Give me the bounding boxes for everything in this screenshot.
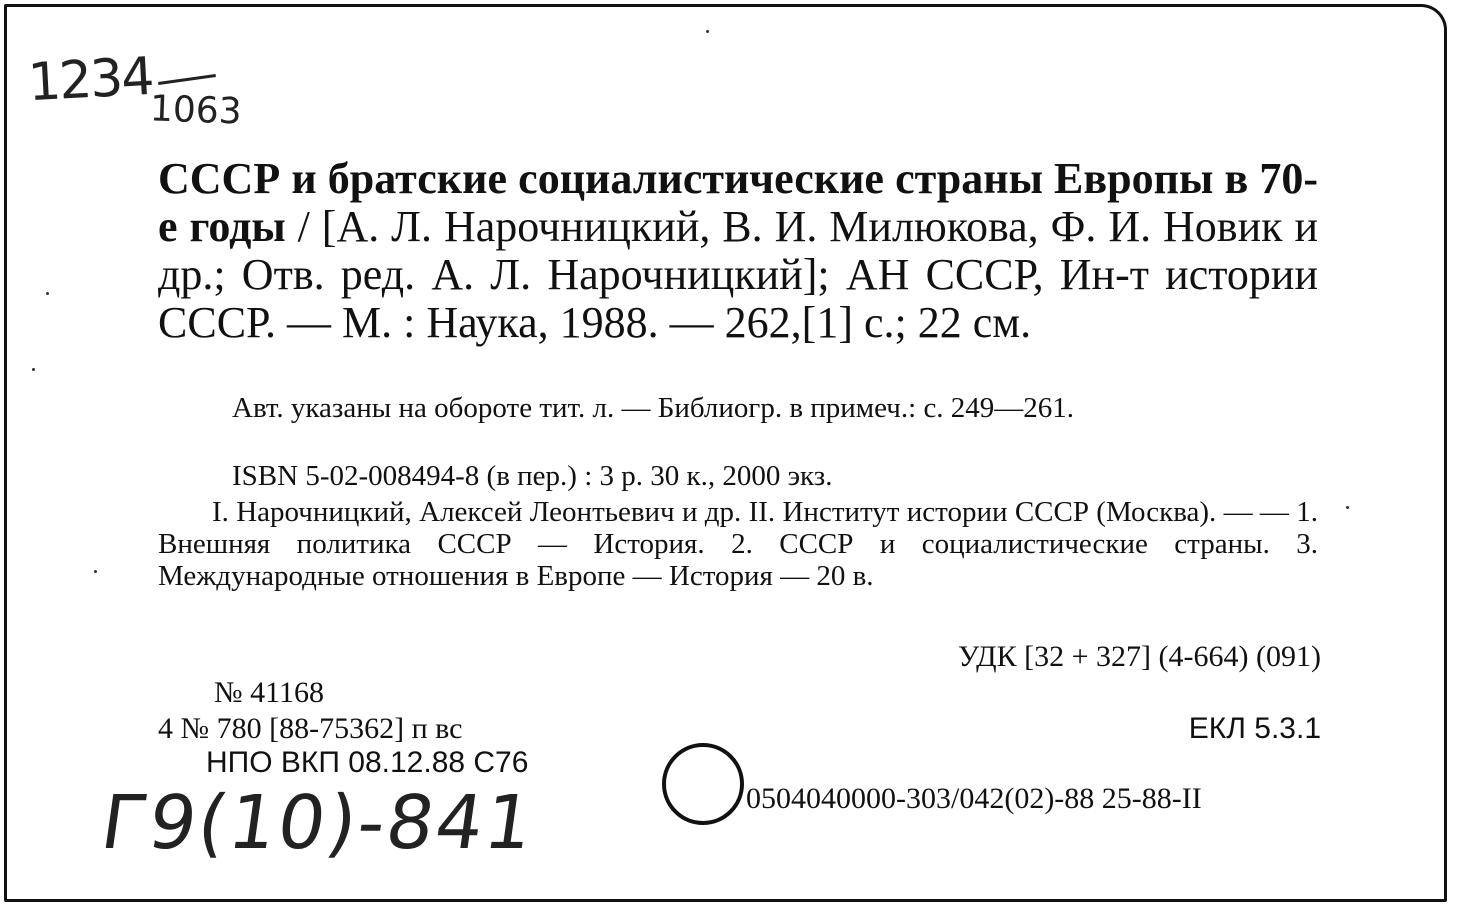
order-code: 4 № 780 [88-75362] п вс: [158, 712, 463, 745]
authors-note: Авт. указаны на обороте тит. л. — Библиогр. в примеч.: с. 249—261.: [232, 392, 1075, 424]
handwritten-shelf-code: Г9(10)-841: [95, 780, 541, 866]
isbn-line: ISBN 5-02-008494-8 (в пер.) : 3 р. 30 к., 2000 экз.: [232, 460, 833, 492]
handwritten-number: 1234: [26, 46, 154, 114]
bibliographic-entry: [158, 155, 1318, 347]
entry-description: / [А. Л. Нарочницкий, В. И. Милюкова, Ф. И. Новик и др.; Отв. ред. А. Л. Нарочницкий]; АН СССР, Ин-т истории СССР. — М. : Наука, 1988. — 262,[1] с.; 22 см.: [158, 202, 1318, 347]
classification-code: 0504040000-303/042(02)-88 25-88-II: [746, 782, 1202, 815]
ekl-code: ЕКЛ 5.3.1: [1188, 712, 1321, 745]
circle-stamp: [662, 743, 744, 825]
speck: [94, 570, 97, 573]
book-title: СССР и братские социалистические страны Европы в 70-е годы: [158, 154, 1318, 251]
card-number: № 41168: [214, 676, 325, 709]
speck: [46, 292, 49, 295]
subject-headings: I. Нарочницкий, Алексей Леонтьевич и др. II. Институт истории СССР (Москва). — — 1. Внешняя политика СССР — История. 2. СССР и социалистические страны. 3. Международные отношения в Европе — История — 20 в.: [158, 496, 1318, 592]
npo-line: НПО ВКП 08.12.88 С76: [206, 746, 529, 779]
speck: [32, 368, 35, 371]
handwritten-fraction: 1063: [149, 88, 243, 133]
udk-code: УДК [32 + 327] (4-664) (091): [957, 640, 1321, 673]
speck: [1346, 506, 1349, 509]
speck: [706, 30, 709, 33]
